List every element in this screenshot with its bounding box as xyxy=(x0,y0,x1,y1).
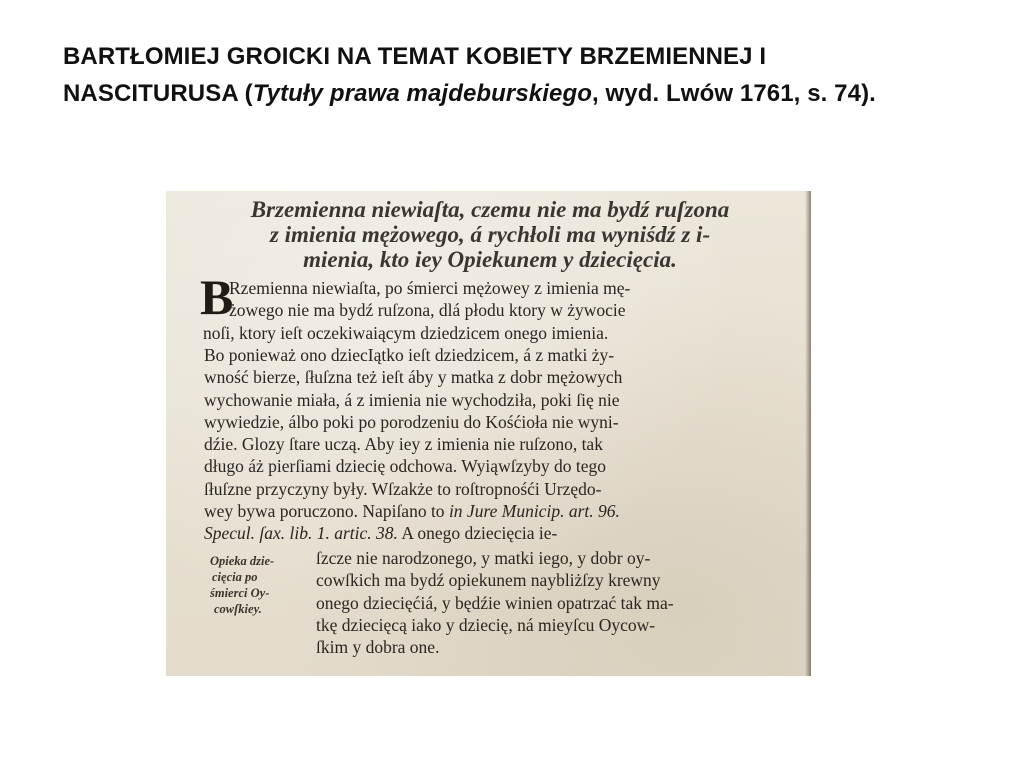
scan-text-line: ſzcze nie narodzonego, y matki iego, y dobr oy- xyxy=(316,548,651,568)
scan-text-line: dźie. Glozy ſtare uczą. Aby iey z imienia nie ruſzono, tak xyxy=(204,434,603,455)
scan-text-line: wychowanie miała, á z imienia nie wychodziła, poki ſię nie xyxy=(204,389,620,410)
scan-text-line: wność bierze, ſłuſzna też ieſt áby y matka z dobr mężowych xyxy=(204,367,623,388)
scan-paragraph-opening xyxy=(204,277,798,344)
scan-text-line: Rzemienna niewiaſta, po śmierci mężowey z imienia mę- xyxy=(229,278,631,298)
scan-text-line: onego dziecięćiá, y będźie winien opatrzać tak ma- xyxy=(316,592,674,613)
scanned-page-image xyxy=(166,191,811,676)
scan-heading-line: Brzemienna niewiaſta, czemu nie ma bydź ruſzona xyxy=(250,197,730,222)
scan-heading-line: mienia, kto iey Opiekunem y dziecięcia. xyxy=(303,247,677,272)
drop-cap: B xyxy=(200,269,234,325)
scan-text-line: cowſkich ma bydź opiekunem naybliżſzy krewny xyxy=(316,570,661,591)
scan-text-line: żowego nie ma bydź ruſzona, dlá płodu ktory w żywocie xyxy=(229,300,626,321)
scan-text-line xyxy=(204,522,798,544)
scan-heading-line: z imienia mężowego, á rychłoli ma wyniśdź z i- xyxy=(269,222,711,247)
margin-note-line: cięcia po xyxy=(212,570,258,584)
slide-title xyxy=(63,38,943,112)
legal-reference: in Jure Municip. art. 96. xyxy=(448,501,620,522)
slide-title-part1: BARTŁOMIEJ GROICKI NA TEMAT KOBIETY BRZEMIENNEJ I NASCITURUSA ( xyxy=(63,43,767,107)
legal-reference: Specul. ſax. lib. 1. artic. 38. xyxy=(204,523,398,544)
scan-text-fragment: A onego dziecięcia ie- xyxy=(397,523,558,544)
margin-note xyxy=(202,553,310,617)
scan-text-line: noſi, ktory ieſt oczekiwaiącym dziedzicem onego imienia. xyxy=(203,322,609,343)
scan-text-line: wywiedzie, álbo poki po porodzeniu do Kośćioła nie wyni- xyxy=(204,411,619,432)
scan-text-fragment: wey bywa poruczono. Napiſano to xyxy=(204,501,445,522)
scan-text-line: ſkim y dobra one. xyxy=(316,637,440,658)
scan-text-line: ſłuſzne przyczyny były. Wſzakże to roſtropnośći Urzędo- xyxy=(204,478,602,499)
scan-page-edge-shadow xyxy=(805,191,811,676)
scan-heading xyxy=(180,197,800,272)
scan-text-line: Bo ponieważ ono dziecIątko ieſt dziedzicem, á z matki ży- xyxy=(204,345,615,365)
margin-note-line: Opieka dzie- xyxy=(210,554,275,568)
scan-text-line xyxy=(204,500,798,522)
scan-text-line: długo áż pierſiami dziecię odchowa. Wyiąwſzyby do tego xyxy=(204,456,606,477)
slide-title-part2: , wyd. Lwów 1761, s. 74). xyxy=(592,80,876,107)
scan-text-line: tkę dziecięcą iako y dziecię, ná mieyſcu Oycow- xyxy=(316,614,656,635)
scan-paragraph-main xyxy=(204,344,798,545)
slide-title-italic: Tytuły prawa majdeburskiego xyxy=(252,80,592,107)
margin-note-line: śmierci Oy- xyxy=(210,586,270,600)
margin-note-line: cowſkiey. xyxy=(214,602,262,616)
scan-paragraph-guardian xyxy=(316,547,801,658)
